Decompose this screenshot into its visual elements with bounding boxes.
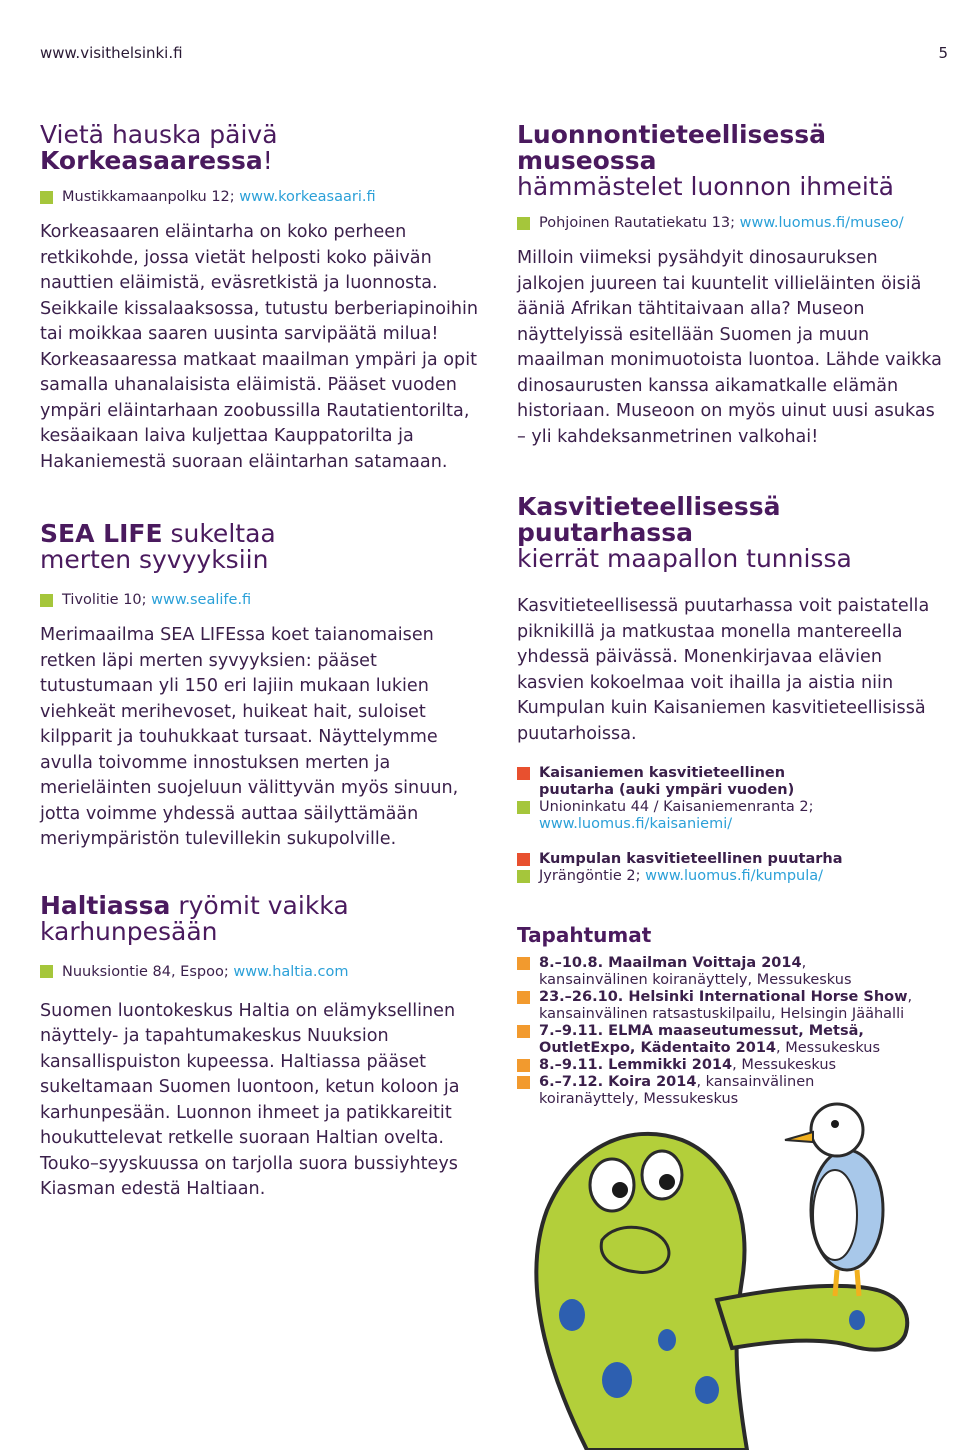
event-description: , Messukeskus (776, 1040, 881, 1056)
red-square-icon (517, 767, 530, 780)
haltia-section (40, 890, 490, 1203)
green-square-icon (517, 801, 530, 814)
luomus-link[interactable]: www.luomus.fi/museo/ (739, 215, 904, 231)
kumpula-info (517, 851, 947, 885)
korkeasaari-title (40, 122, 490, 174)
event-text (539, 1023, 880, 1057)
green-square-icon (40, 191, 53, 204)
korkeasaari-body: Korkeasaaren eläintarha on koko perheen retkikohde, jossa vietät helposti koko päivän nauttien eläimistä, eväsretkistä ja luonnosta. Seikkaile kissalaaksossa, tutustu berberiapinoihin tai moikkaa saaren uusinta sarvipäätä milua! Korkeasaaressa matkaat maailman ympäri ja opit samalla uhanalaisista eläimistä. Pääset vuoden ympäri eläintarhaan zoobussilla Rautatientorilta, kesäaikaan laiva kuljettaa Kauppatorilta ja Hakaniemestä suoraan eläintarhan satamaan. (40, 222, 479, 472)
korkeasaari-link[interactable]: www.korkeasaari.fi (239, 189, 376, 205)
event-tail: , (907, 989, 913, 1005)
haltia-address (40, 963, 490, 981)
event-item (517, 1023, 947, 1057)
sealife-address (40, 591, 490, 609)
sealife-title-bold: SEA LIFE (40, 519, 163, 548)
event-description: kansainvälinen koiranäyttely, Messukeskus (539, 972, 852, 988)
sealife-body: Merimaailma SEA LIFEssa koet taianomaisen retken läpi merten syvyyksien: pääset tutustumaan yli 150 eri lajiin mukaan lukien viehkeät merihevoset, huikeat hait, suloiset kilpparit ja touhukkaat tursaat. Näyttelymme avulla toivomme innostuksen merten ja merieläinten suojeluun välittyvän myös sinuun, jotta voimme yhdessä auttaa säilyttämään meriympäristön tulevillekin sukupolville. (40, 625, 459, 849)
page-number: 5 (938, 44, 948, 62)
luomus-title-bold: Luonnontieteellisessä museossa (517, 120, 826, 175)
red-square-icon (517, 853, 530, 866)
sealife-section (40, 521, 490, 853)
monster-spot (602, 1362, 632, 1398)
sealife-address-text: Tivolitie 10; (62, 592, 152, 608)
luomus-address (517, 214, 947, 232)
kaisaniemi-link[interactable]: www.luomus.fi/kaisaniemi/ (539, 816, 733, 832)
orange-square-icon (517, 991, 530, 1004)
kasvitiede-title-bold: Kasvitieteellisessä puutarhassa (517, 492, 781, 547)
event-title: 8.–10.8. Maailman Voittaja 2014 (539, 955, 802, 971)
header-url: www.visithelsinki.fi (40, 44, 183, 62)
kaisaniemi-info (517, 765, 947, 833)
sealife-title (40, 521, 490, 573)
haltia-body: Suomen luontokeskus Haltia on elämyksellinen näyttely- ja tapahtumakeskus Nuuksion kansallispuiston kupeessa. Haltiassa pääset sukeltamaan Suomen luontoon, ketun koloon ja karhunpesään. Luonnon ihmeet ja patikkareitit houkuttelevat retkelle suoraan Haltian ovelta. Touko–syyskuussa on tarjolla suora bussiyhteys Kiasman edestä Haltiaan. (40, 1000, 460, 1199)
green-square-icon (40, 594, 53, 607)
orange-square-icon (517, 1025, 530, 1038)
left-column (40, 122, 490, 1203)
kaisaniemi-name-line2: puutarha (auki ympäri vuoden) (539, 782, 795, 798)
haltia-title-rest: ryömit vaikka (170, 890, 349, 920)
luomus-title (517, 122, 947, 200)
monster-pupil (659, 1174, 675, 1190)
green-square-icon (517, 217, 530, 230)
seagull-belly (813, 1170, 857, 1260)
events-list (517, 955, 947, 1108)
kasvitiede-section (517, 494, 947, 885)
kumpula-link[interactable]: www.luomus.fi/kumpula/ (645, 868, 824, 884)
orange-square-icon (517, 957, 530, 970)
kasvitiede-title-line2: kierrät maapallon tunnissa (517, 544, 852, 573)
seagull-eye (831, 1120, 839, 1128)
event-tail: , (801, 955, 807, 971)
haltia-title-line2: karhunpesään (40, 916, 218, 946)
haltia-title (40, 890, 490, 946)
event-title-line2: OutletExpo, Kädentaito 2014 (539, 1040, 777, 1056)
luomus-body: Milloin viimeksi pysähdyit dinosauruksen jalkojen juureen tai kuuntelit villieläinten öisiä ääniä Afrikan tähtitaivaan alla? Museon näyttelyissä esitellään Suomen ja muun maailman monimuotoista luontoa. Lähde vaikka dinosaurusten kanssa aikamatkalle elämän historiaan. Museoon on myös uinut uusi asukas – yli kahdeksanmetrinen valkohai! (517, 248, 942, 447)
korkeasaari-title-tail: ! (262, 146, 273, 175)
kaisaniemi-name-row (517, 765, 947, 799)
seagull-beak (785, 1132, 813, 1142)
monster-spot (658, 1329, 676, 1351)
korkeasaari-title-bold: Korkeasaaressa (40, 146, 263, 175)
event-title: 7.–9.11. ELMA maaseutumessut, Metsä, (539, 1023, 864, 1039)
luomus-section (517, 122, 947, 450)
sealife-link[interactable]: www.sealife.fi (151, 592, 252, 608)
monster-eye (590, 1159, 634, 1211)
monster-spot (559, 1299, 585, 1331)
event-tail: , Messukeskus (732, 1057, 837, 1073)
kumpula-name-row (517, 851, 947, 868)
monster-pupil (612, 1182, 628, 1198)
korkeasaari-section (40, 122, 490, 475)
kumpula-address-row (517, 868, 947, 885)
event-text (539, 989, 912, 1023)
seagull-head (811, 1104, 863, 1156)
kasvitiede-body: Kasvitieteellisessä puutarhassa voit paistatella piknikillä ja matkustaa monella mantereella yhdessä päivässä. Monenkirjavaa elävien kasvien kokoelmaa voit ihailla ja aistia niin Kumpulan kuin Kaisaniemen kasvitieteellisissä puutarhoissa. (517, 596, 930, 744)
orange-square-icon (517, 1059, 530, 1072)
monster-spot (849, 1310, 865, 1330)
kumpula-address: Jyrängöntie 2; (539, 868, 646, 884)
sealife-title-rest: sukeltaa (162, 519, 276, 548)
luomus-title-line2: hämmästelet luonnon ihmeitä (517, 172, 894, 201)
haltia-address-text: Nuuksiontie 84, Espoo; (62, 963, 234, 980)
monster-arm (717, 1286, 907, 1350)
haltia-link[interactable]: www.haltia.com (233, 963, 349, 980)
event-tail: , kansainvälinen (696, 1074, 815, 1090)
korkeasaari-address-text: Mustikkamaanpolku 12; (62, 189, 240, 205)
kasvitiede-title (517, 494, 947, 572)
kaisaniemi-address-row (517, 799, 947, 833)
events-title: Tapahtumat (517, 923, 652, 947)
event-item (517, 989, 947, 1023)
event-description: koiranäyttely, Messukeskus (539, 1091, 739, 1107)
event-item (517, 955, 947, 989)
green-square-icon (40, 965, 53, 978)
event-text (539, 955, 852, 989)
events-section (517, 923, 947, 1108)
event-title: 8.–9.11. Lemmikki 2014 (539, 1057, 733, 1073)
event-title: 6.–7.12. Koira 2014 (539, 1074, 697, 1090)
monster-and-seagull-illustration (517, 1090, 957, 1450)
kumpula-name: Kumpulan kasvitieteellinen puutarha (539, 851, 843, 867)
haltia-title-bold: Haltiassa (40, 890, 171, 920)
right-column (517, 122, 947, 1108)
monster-eye (642, 1151, 682, 1199)
kaisaniemi-address: Unioninkatu 44 / Kaisaniemenranta 2; (539, 799, 814, 815)
korkeasaari-address (40, 188, 490, 206)
korkeasaari-title-line1: Vietä hauska päivä (40, 120, 278, 149)
green-square-icon (517, 870, 530, 883)
event-description: kansainvälinen ratsastuskilpailu, Helsingin Jäähalli (539, 1006, 905, 1022)
sealife-title-line2: merten syvyyksiin (40, 545, 269, 574)
orange-square-icon (517, 1076, 530, 1089)
event-title: 23.–26.10. Helsinki International Horse Show (539, 989, 908, 1005)
kaisaniemi-name-line1: Kaisaniemen kasvitieteellinen (539, 765, 786, 781)
event-text (539, 1057, 836, 1074)
luomus-address-text: Pohjoinen Rautatiekatu 13; (539, 215, 740, 231)
monster-spot (695, 1376, 719, 1404)
event-item (517, 1057, 947, 1074)
